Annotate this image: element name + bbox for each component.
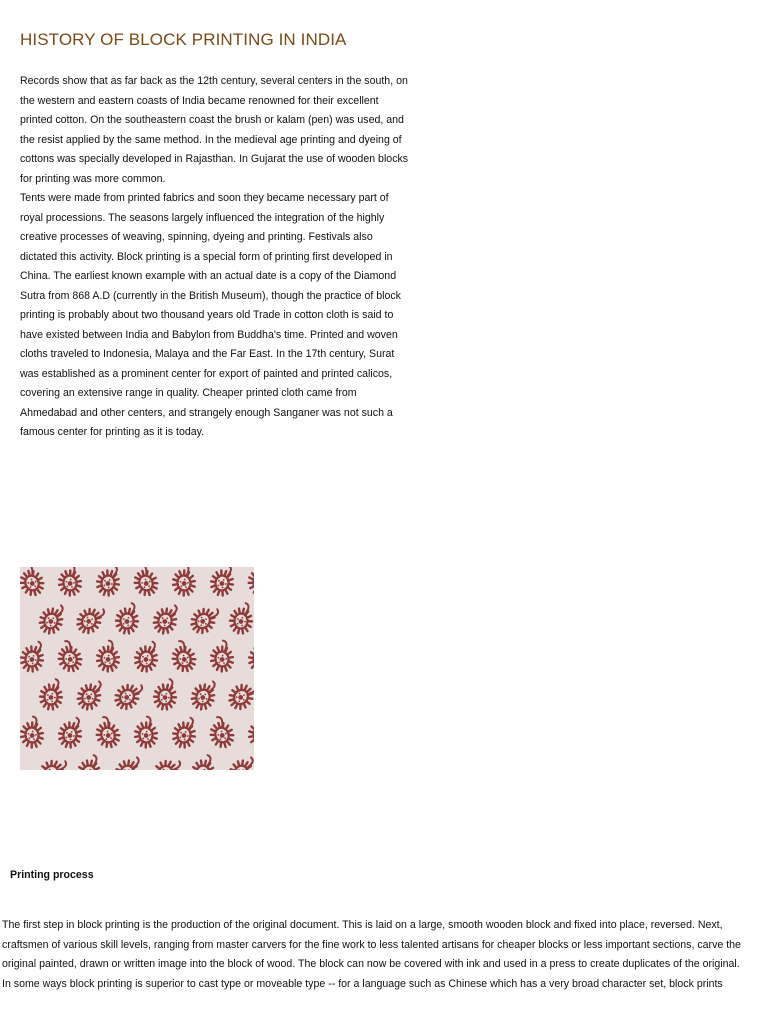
intro-paragraph: Tents were made from printed fabrics and soon they became necessary part of royal processions. The seasons largely influenced the integration of the highly creative processes of weaving, spinning, dyeing and printing. Festivals also dictated this activity. Block printing is a special form of printing first developed in China. The earliest known example with an actual date is a copy of the Diamond Sutra from 868 A.D (currently in the British Museum), though the practice of block printing is probably about two thousand years old Trade in cotton cloth is said to have existed between India and Babylon from Buddha's time. Printed and woven cloths traveled to Indonesia, Malaya and the Far East. In the 17th century, Surat was established as a prominent center for export of painted and printed calicos, covering an extensive range in quality. Cheaper printed cloth came from Ahmedabad and other centers, and strangely enough Sanganer was not such a famous center for printing as it is today. xyxy=(20,192,401,438)
paisley-motif xyxy=(94,639,121,673)
paisley-motif xyxy=(166,638,200,675)
paisley-motif xyxy=(242,567,254,599)
section-heading: Printing process xyxy=(10,869,94,881)
paisley-motif xyxy=(112,752,143,770)
paisley-motif xyxy=(209,567,235,597)
paisley-motif xyxy=(52,638,86,675)
paisley-motif xyxy=(171,716,197,749)
paisley-motif xyxy=(187,600,223,637)
paisley-motif xyxy=(95,567,121,597)
paisley-motif xyxy=(188,676,219,712)
paisley-motif xyxy=(35,752,71,770)
paisley-motif xyxy=(247,640,254,673)
paisley-motif xyxy=(36,600,67,636)
paisley-motif xyxy=(208,639,235,673)
paisley-motif xyxy=(20,640,45,673)
paisley-motif xyxy=(230,603,253,634)
process-paragraph: In some ways block printing is superior to cast type or moveable type -- for a language such as Chinese which has a very broad character set, block prints xyxy=(2,977,723,990)
block-print-fabric-image xyxy=(20,567,254,770)
process-paragraph: The first step in block printing is the production of the original document. This is laid on a large, smooth wooden block and fixed into place, reversed. Next, craftsmen of various skill levels, ranging from master carvers for the fine work to less talented artisans for cheaper blocks or less important sections, carve the original painted, drawn or written image into the block of wood. The block can now be covered with ink and used in a press to create duplicates of the original. xyxy=(2,919,741,970)
paisley-motif xyxy=(56,567,83,597)
paisley-motif xyxy=(170,567,197,597)
paisley-motif xyxy=(128,567,162,599)
intro-text xyxy=(20,72,410,443)
paisley-motif xyxy=(246,715,254,749)
printing-process-text xyxy=(2,916,766,994)
paisley-motif xyxy=(150,600,181,636)
page-title: HISTORY OF BLOCK PRINTING IN INDIA xyxy=(20,30,347,49)
paisley-motif xyxy=(116,603,139,634)
paisley-motif xyxy=(225,676,254,713)
paisley-motif xyxy=(226,752,254,770)
paisley-motif xyxy=(149,752,185,770)
paisley-motif xyxy=(154,679,177,710)
paisley-motif xyxy=(20,567,48,599)
paisley-motif xyxy=(90,714,124,751)
paisley-motif xyxy=(204,714,238,751)
paisley-motif xyxy=(74,676,105,712)
paisley-motif xyxy=(192,755,215,770)
paisley-motif xyxy=(40,679,63,710)
paisley-motif xyxy=(133,640,159,673)
paisley-motif xyxy=(57,716,83,749)
intro-paragraph: Records show that as far back as the 12th century, several centers in the south, on the western and eastern coasts of India became renowned for their excellent printed cotton. On the southeastern coast the brush or kalam (pen) was used, and the resist applied by the same method. In the medieval age printing and dyeing of cottons was specially developed in Rajasthan. In Gujarat the use of wooden blocks for printing was more common. xyxy=(20,75,409,185)
paisley-motif xyxy=(78,755,101,770)
paisley-motif xyxy=(111,676,147,713)
paisley-motif xyxy=(73,600,109,637)
paisley-motif xyxy=(20,715,45,749)
paisley-motif xyxy=(132,715,159,749)
paisley-pattern xyxy=(20,567,254,770)
